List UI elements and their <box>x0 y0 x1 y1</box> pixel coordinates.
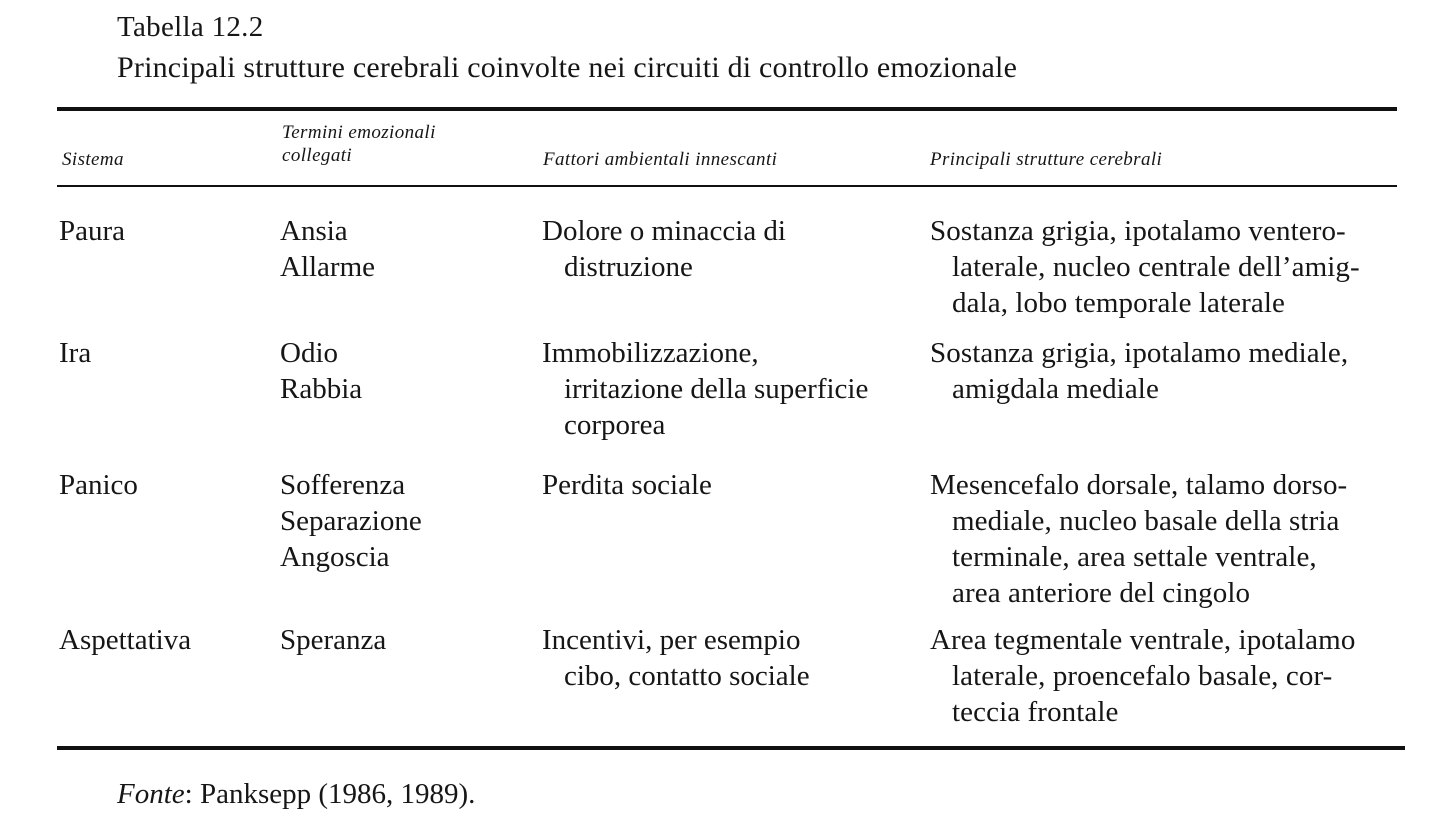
strutture-line: laterale, proencefalo basale, cor- <box>952 660 1333 692</box>
header-termini-line-2: collegati <box>282 145 353 166</box>
fattori-line: Dolore o minaccia di <box>542 215 786 247</box>
fattori-line: Immobilizzazione, <box>542 337 759 369</box>
cell-strutture <box>930 622 1415 730</box>
strutture-line: dala, lobo temporale laterale <box>952 287 1286 319</box>
cell-fattori <box>542 213 902 285</box>
table-label: Tabella 12.2 <box>117 11 264 43</box>
termine: Sofferenza <box>280 469 406 501</box>
fattori-line: irritazione della superficie <box>564 373 869 405</box>
cell-termini <box>280 622 530 658</box>
fattori-line: cibo, contatto sociale <box>564 660 810 692</box>
table-header-rule <box>57 185 1397 187</box>
source-label: Fonte <box>117 778 185 810</box>
header-strutture: Principali strutture cerebrali <box>930 149 1163 170</box>
termine: Allarme <box>280 251 376 283</box>
cell-fattori <box>542 467 902 503</box>
header-termini <box>282 121 502 167</box>
termine: Ansia <box>280 215 348 247</box>
strutture-line: Area tegmentale ventrale, ipotalamo <box>930 624 1356 656</box>
header-sistema: Sistema <box>62 149 124 170</box>
strutture-line: laterale, nucleo centrale dell’amig- <box>952 251 1360 283</box>
cell-sistema: Paura <box>59 215 126 247</box>
termine: Separazione <box>280 505 422 537</box>
table-top-rule <box>57 107 1397 111</box>
fattori-line: Perdita sociale <box>542 469 712 501</box>
termine: Odio <box>280 337 338 369</box>
termine: Rabbia <box>280 373 363 405</box>
source-note <box>117 776 475 812</box>
strutture-line: amigdala mediale <box>952 373 1159 405</box>
fattori-line: distruzione <box>564 251 693 283</box>
table-title: Principali strutture cerebrali coinvolte nei circuiti di controllo emozionale <box>117 51 1018 84</box>
strutture-line: mediale, nucleo basale della stria <box>952 505 1340 537</box>
strutture-line: area anteriore del cingolo <box>952 577 1251 609</box>
table-bottom-rule <box>57 746 1405 750</box>
cell-strutture <box>930 467 1415 611</box>
cell-termini <box>280 213 530 285</box>
cell-strutture <box>930 213 1415 321</box>
strutture-line: Mesencefalo dorsale, talamo dorso- <box>930 469 1348 501</box>
header-fattori: Fattori ambientali innescanti <box>543 149 778 170</box>
termine: Speranza <box>280 624 387 656</box>
fattori-line: Incentivi, per esempio <box>542 624 801 656</box>
source-text: : Panksepp (1986, 1989). <box>184 778 476 810</box>
cell-strutture <box>930 335 1415 407</box>
fattori-line: corporea <box>564 409 666 441</box>
cell-sistema: Ira <box>59 337 92 369</box>
header-termini-line-1: Termini emozionali <box>282 122 436 143</box>
cell-termini <box>280 467 530 575</box>
cell-sistema: Aspettativa <box>59 624 192 656</box>
cell-sistema: Panico <box>59 469 138 501</box>
cell-termini <box>280 335 530 407</box>
termine: Angoscia <box>280 541 390 573</box>
strutture-line: terminale, area settale ventrale, <box>952 541 1317 573</box>
strutture-line: Sostanza grigia, ipotalamo ventero- <box>930 215 1346 247</box>
strutture-line: Sostanza grigia, ipotalamo mediale, <box>930 337 1349 369</box>
cell-fattori <box>542 622 902 694</box>
cell-fattori <box>542 335 902 443</box>
strutture-line: teccia frontale <box>952 696 1119 728</box>
